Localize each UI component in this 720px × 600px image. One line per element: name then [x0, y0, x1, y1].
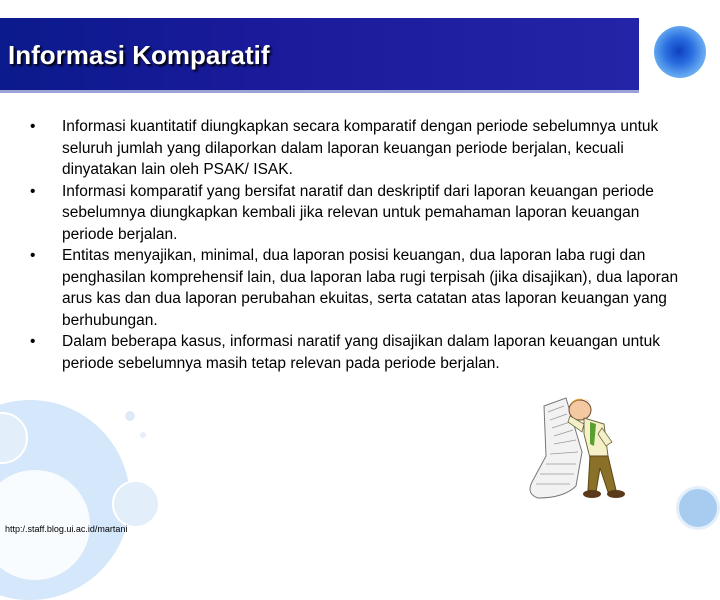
bullet-dot-icon: • — [30, 118, 36, 135]
bullet-item — [30, 116, 680, 181]
bullet-text: Dalam beberapa kasus, informasi naratif yang disajikan dalam laporan keuangan untuk periode sebelumnya masih tetap relevan pada periode berjalan. — [62, 333, 660, 372]
decorative-bubble-small — [125, 411, 135, 421]
bullet-item — [30, 245, 680, 331]
bullet-text: Entitas menyajikan, minimal, dua laporan posisi keuangan, dua laporan laba rugi dan penghasilan komprehensif lain, dua laporan laba rugi terpisah (jika disajikan), dua laporan arus kas dan dua laporan perubahan ekuitas, serta catatan atas laporan keuangan yang berhubungan. — [62, 247, 679, 329]
bullet-dot-icon: • — [30, 247, 36, 264]
blue-orb-icon — [654, 26, 706, 78]
man-reading-long-report-icon — [520, 394, 644, 504]
footer-url: http:/.staff.blog.ui.ac.id/martani — [5, 524, 128, 534]
bullet-dot-icon: • — [30, 182, 36, 200]
bullet-text: Informasi komparatif yang bersifat naratif dan deskriptif dari laporan keuangan periode sebelumnya diungkapkan kembali jika relevan untuk pemahaman laporan keuangan periode berjalan. — [62, 182, 654, 243]
slide-title: Informasi Komparatif — [8, 40, 270, 70]
bullet-item — [30, 331, 680, 374]
bullet-text: Informasi kuantitatif diungkapkan secara komparatif dengan periode sebelumnya untuk seluruh jumlah yang dilaporkan dalam laporan keuangan periode berjalan, kecuali dinyatakan lain oleh PSAK/ ISAK. — [62, 118, 659, 178]
decorative-bubble-corner — [676, 486, 720, 530]
bullet-dot-icon: • — [30, 333, 36, 350]
bullet-item — [30, 181, 680, 246]
title-bar — [0, 18, 639, 93]
decorative-bubble-tiny — [140, 432, 146, 438]
decorative-bubble-outline — [112, 480, 160, 528]
bullet-list — [30, 116, 680, 374]
